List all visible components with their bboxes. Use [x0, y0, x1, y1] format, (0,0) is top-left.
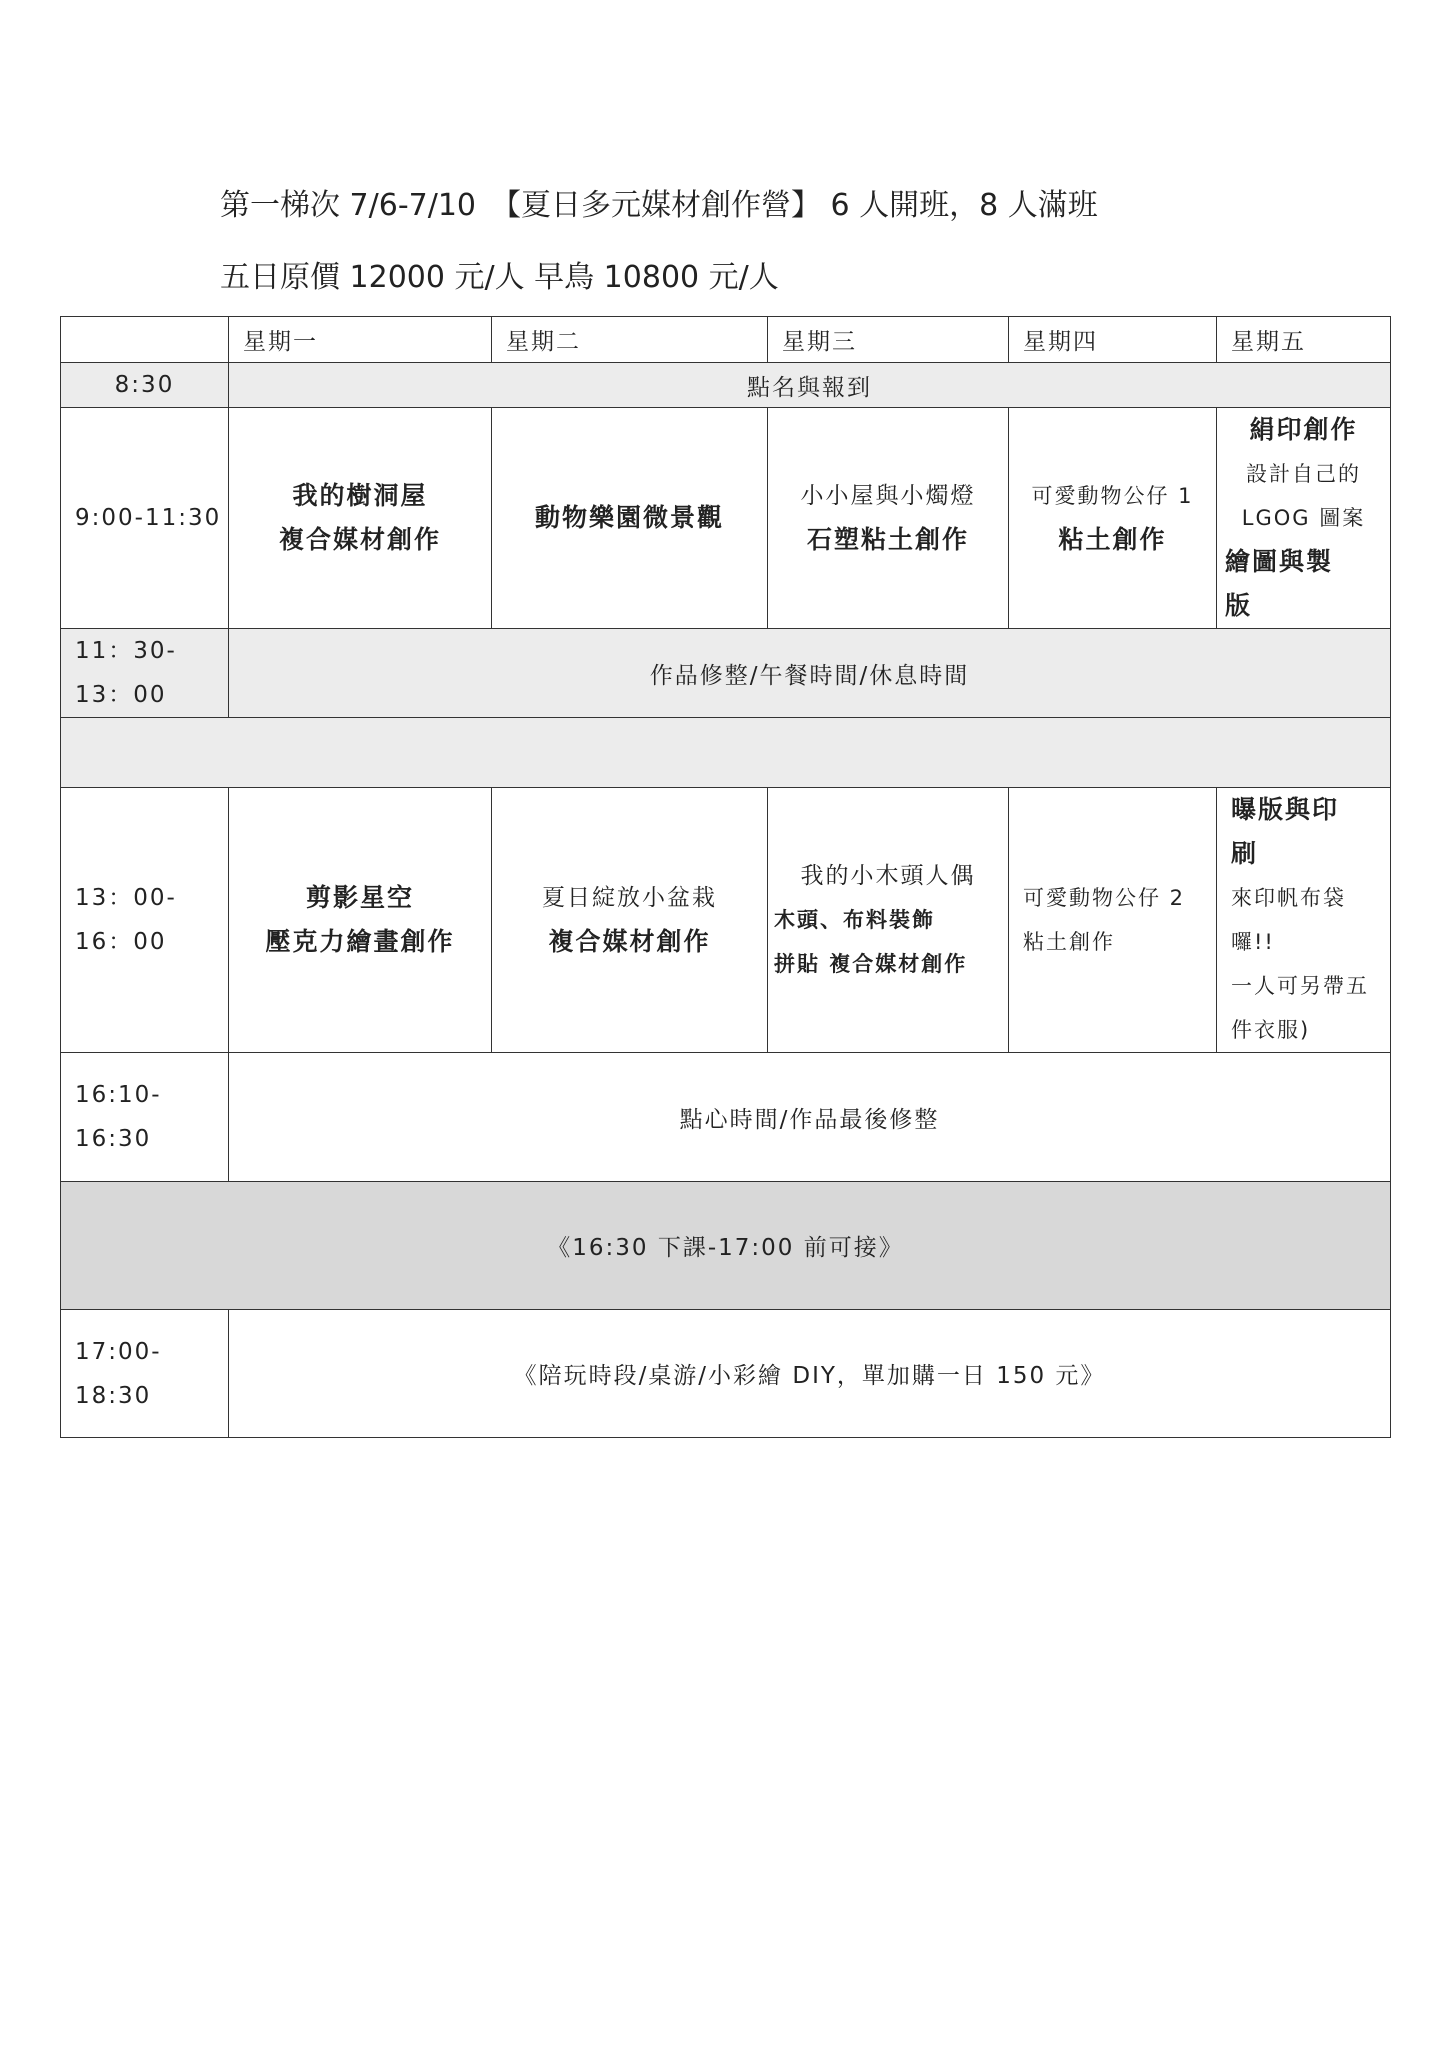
- time-cell: [61, 1310, 229, 1438]
- time-cell: [61, 788, 229, 1053]
- time-cell: [61, 629, 229, 718]
- time-start: 11：30-: [75, 638, 177, 664]
- activity-title: 曝版與印: [1231, 795, 1340, 824]
- activity-subtitle: 壓克力繪畫創作: [265, 927, 455, 956]
- activity-subtitle: 粘土創作: [1058, 525, 1167, 554]
- activity-note: LGOG 圖案: [1241, 506, 1366, 530]
- corner-cell: [61, 317, 229, 363]
- activity-title: 夏日綻放小盆栽: [542, 885, 717, 911]
- snack-text: 點心時間/作品最後修整: [229, 1053, 1391, 1182]
- time-end: 16:30: [75, 1126, 152, 1152]
- day-tue: 星期二: [492, 317, 768, 363]
- extra-text: 《陪玩時段/桌游/小彩繪 DIY，單加購一日 150 元》: [229, 1310, 1391, 1438]
- activity-subtitle: 複合媒材創作: [548, 927, 711, 956]
- activity-title: 我的小木頭人偶: [800, 863, 976, 889]
- activity-thu-pm: [1009, 788, 1217, 1053]
- activity-subtitle: 複合媒材創作: [278, 525, 441, 554]
- activity-note: 件衣服): [1231, 1018, 1311, 1042]
- spacer-row: [61, 718, 1391, 788]
- camp-price: 五日原價 12000 元/人 早鳥 10800 元/人: [220, 260, 779, 295]
- time-cell: 9:00-11:30: [61, 408, 229, 629]
- activity-mon-am: [229, 408, 492, 629]
- activity-note: 囉!!: [1231, 930, 1275, 954]
- camp-title: 第一梯次 7/6-7/10 【夏日多元媒材創作營】 6 人開班，8 人滿班: [220, 188, 1098, 223]
- time-start: 13：00-: [75, 885, 177, 911]
- schedule-table: [60, 316, 1391, 1438]
- day-header-row: [61, 317, 1391, 363]
- activity-note: 來印帆布袋: [1231, 886, 1346, 910]
- day-wed: 星期三: [768, 317, 1009, 363]
- activity-subtitle: 繪圖與製: [1225, 547, 1334, 576]
- activity-title: 動物樂園微景觀: [534, 503, 724, 532]
- activity-note: 拼貼 複合媒材創作: [774, 952, 968, 976]
- activity-subtitle: 石塑粘土創作: [806, 525, 969, 554]
- checkin-text: 點名與報到: [229, 363, 1391, 408]
- activity-tue-am: [492, 408, 768, 629]
- activity-title: 刷: [1231, 839, 1259, 868]
- extra-row: [61, 1310, 1391, 1438]
- activity-title: 可愛動物公仔 1: [1031, 484, 1194, 508]
- activity-subtitle: 版: [1225, 591, 1253, 620]
- activity-note: 一人可另帶五: [1231, 974, 1369, 998]
- activity-fri-am: [1217, 408, 1391, 629]
- activity-fri-pm: [1217, 788, 1391, 1053]
- time-cell: 8:30: [61, 363, 229, 408]
- activity-title: 可愛動物公仔 2: [1023, 886, 1186, 910]
- dismiss-row: [61, 1182, 1391, 1310]
- spacer-cell: [61, 718, 1391, 788]
- activity-title: 絹印創作: [1249, 415, 1358, 444]
- snack-row: [61, 1053, 1391, 1182]
- activity-mon-pm: [229, 788, 492, 1053]
- activity-title: 小小屋與小燭燈: [800, 483, 976, 509]
- activity-note: 木頭、布料裝飾: [774, 908, 935, 932]
- activity-title: 我的樹洞屋: [292, 481, 428, 510]
- activity-title: 剪影星空: [305, 883, 414, 912]
- activity-note: 設計自己的: [1246, 462, 1361, 486]
- lunch-text: 作品修整/午餐時間/休息時間: [229, 629, 1391, 718]
- activity-subtitle: 粘土創作: [1023, 930, 1115, 954]
- day-fri: 星期五: [1217, 317, 1391, 363]
- time-end: 16：00: [75, 929, 167, 955]
- afternoon-row: [61, 788, 1391, 1053]
- morning-row: [61, 408, 1391, 629]
- checkin-row: [61, 363, 1391, 408]
- activity-thu-am: [1009, 408, 1217, 629]
- day-mon: 星期一: [229, 317, 492, 363]
- day-thu: 星期四: [1009, 317, 1217, 363]
- time-start: 16:10-: [75, 1082, 162, 1108]
- activity-wed-pm: [768, 788, 1009, 1053]
- time-end: 13：00: [75, 682, 167, 708]
- time-cell: [61, 1053, 229, 1182]
- time-start: 17:00-: [75, 1338, 162, 1365]
- dismiss-text: 《16:30 下課-17:00 前可接》: [61, 1182, 1391, 1310]
- activity-tue-pm: [492, 788, 768, 1053]
- lunch-row: [61, 629, 1391, 718]
- activity-wed-am: [768, 408, 1009, 629]
- time-end: 18:30: [75, 1382, 152, 1409]
